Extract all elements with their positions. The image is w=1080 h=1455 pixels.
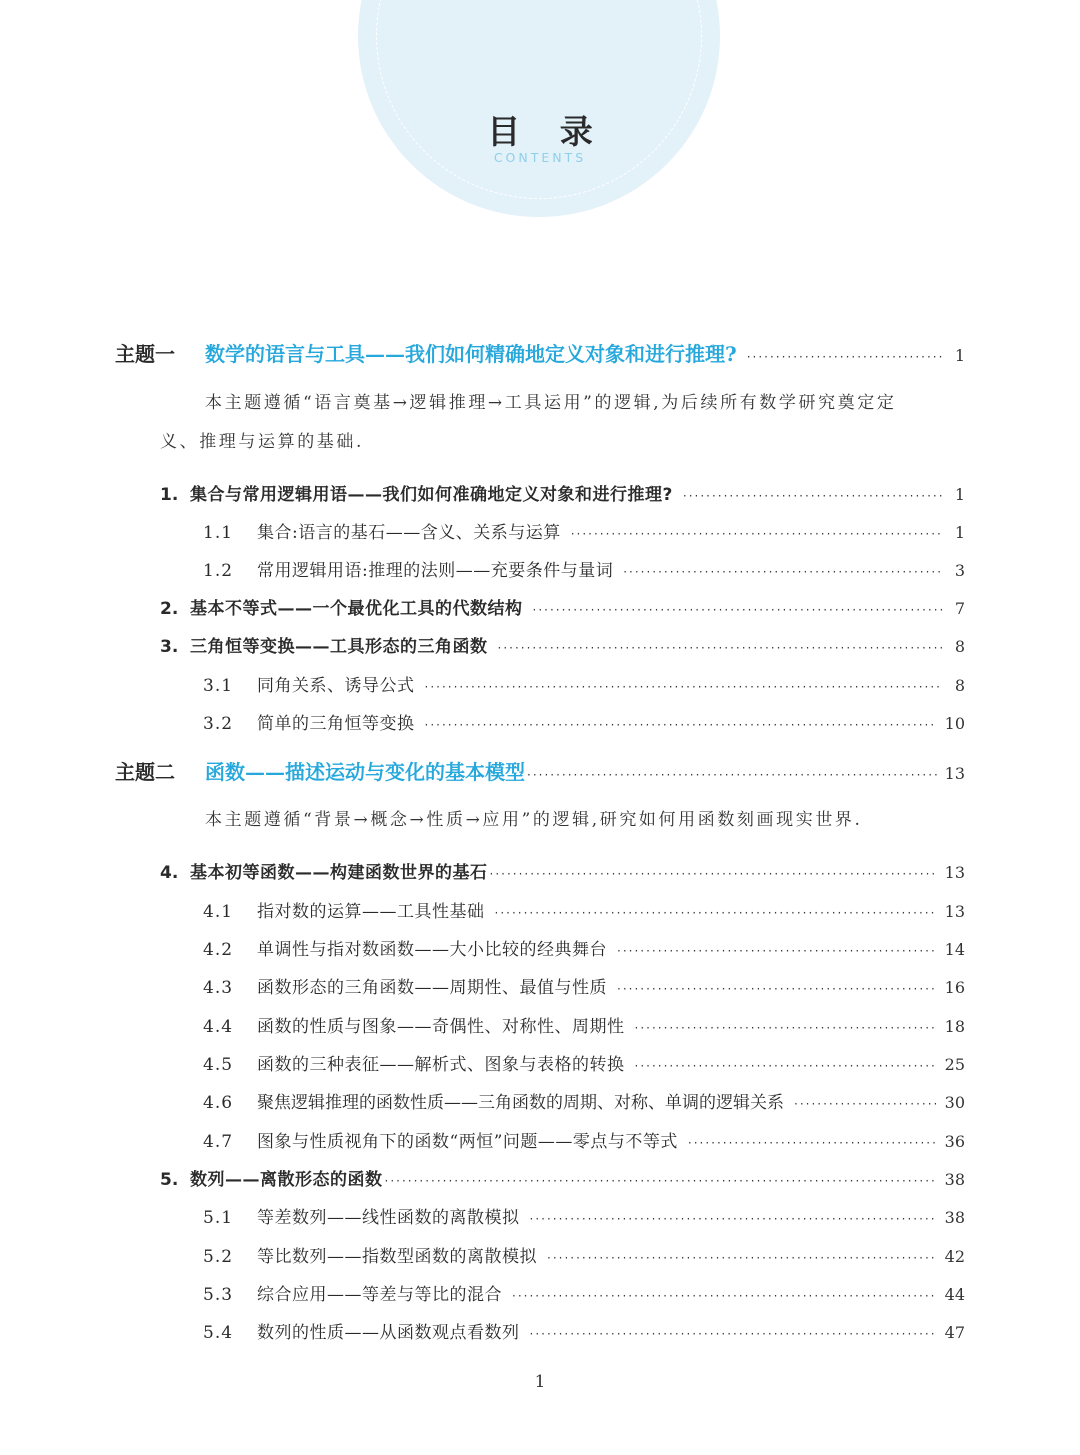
dot-leader <box>683 489 943 503</box>
section-title: 等比数列——指数型函数的离散模拟 <box>257 1247 537 1267</box>
section-number: 5.1 <box>203 1208 234 1228</box>
section-title: 函数形态的三角函数——周期性、最值与性质 <box>257 978 607 998</box>
page-subtitle: CONTENTS <box>493 150 587 165</box>
section-number: 1.2 <box>203 561 234 581</box>
toc-section-4-7[interactable] <box>203 1127 965 1152</box>
theme-title: 数学的语言与工具——我们如何精确地定义对象和进行推理? <box>205 342 737 366</box>
page-title: 目 录 <box>487 112 607 151</box>
dot-leader <box>688 1136 937 1150</box>
dot-leader <box>623 565 943 579</box>
section-title: 数列的性质——从函数观点看数列 <box>257 1323 520 1343</box>
toc-section-3-2[interactable] <box>203 709 965 734</box>
toc-chapter-1[interactable] <box>160 480 965 505</box>
chapter-number: 5. <box>160 1170 179 1190</box>
section-title: 指对数的运算——工具性基础 <box>257 902 485 922</box>
dot-leader <box>512 1289 937 1303</box>
chapter-title: 集合与常用逻辑用语——我们如何准确地定义对象和进行推理? <box>190 485 673 505</box>
toc-section-5-3[interactable] <box>203 1280 965 1305</box>
page-number: 16 <box>944 978 965 997</box>
toc-chapter-2[interactable] <box>160 594 965 619</box>
dot-leader <box>385 1174 937 1188</box>
page-number: 44 <box>944 1285 965 1304</box>
section-title: 图象与性质视角下的函数“两恒”问题——零点与不等式 <box>257 1132 678 1152</box>
page-number: 8 <box>954 637 965 656</box>
section-title: 简单的三角恒等变换 <box>257 714 415 734</box>
page-number: 38 <box>944 1208 965 1227</box>
chapter-title: 三角恒等变换——工具形态的三角函数 <box>190 637 488 657</box>
theme-intro-line: 本主题遵循“语言奠基→逻辑推理→工具运用”的逻辑,为后续所有数学研究奠定定 <box>205 393 897 413</box>
page-number: 1 <box>954 485 965 504</box>
section-number: 4.6 <box>203 1093 234 1113</box>
dot-leader <box>495 906 937 920</box>
dot-leader <box>747 350 943 364</box>
section-number: 3.1 <box>203 676 234 696</box>
section-number: 4.3 <box>203 978 234 998</box>
dot-leader <box>617 944 937 958</box>
dot-leader <box>635 1059 937 1073</box>
section-number: 4.1 <box>203 902 234 922</box>
dot-leader <box>498 641 944 655</box>
toc-section-5-2[interactable] <box>203 1242 965 1267</box>
page-number: 13 <box>944 902 965 921</box>
toc-section-1-2[interactable] <box>203 556 965 581</box>
dot-leader <box>527 768 937 782</box>
toc-section-4-2[interactable] <box>203 935 965 960</box>
page-number: 47 <box>944 1323 965 1342</box>
section-title: 同角关系、诱导公式 <box>257 676 415 696</box>
section-title: 函数的三种表征——解析式、图象与表格的转换 <box>257 1055 625 1075</box>
page-number: 38 <box>944 1170 965 1189</box>
section-number: 4.2 <box>203 940 234 960</box>
footer-page-number: 1 <box>534 1372 546 1392</box>
section-number: 4.7 <box>203 1132 234 1152</box>
page-number: 13 <box>944 863 965 882</box>
page-number: 1 <box>954 346 965 365</box>
toc-section-4-6[interactable] <box>203 1088 965 1113</box>
section-number: 5.4 <box>203 1323 234 1343</box>
toc-section-4-5[interactable] <box>203 1050 965 1075</box>
chapter-title: 基本初等函数——构建函数世界的基石 <box>190 863 488 883</box>
section-number: 4.5 <box>203 1055 234 1075</box>
toc-section-5-4[interactable] <box>203 1318 965 1343</box>
section-number: 5.3 <box>203 1285 234 1305</box>
section-number: 5.2 <box>203 1247 234 1267</box>
page-number: 3 <box>954 561 965 580</box>
toc-section-5-1[interactable] <box>203 1203 965 1228</box>
section-number: 3.2 <box>203 714 234 734</box>
dot-leader <box>794 1097 937 1111</box>
section-title: 集合:语言的基石——含义、关系与运算 <box>257 523 561 543</box>
chapter-number: 2. <box>160 599 179 619</box>
theme-intro-line: 义、推理与运算的基础. <box>160 432 365 452</box>
dot-leader <box>617 982 937 996</box>
page-number: 14 <box>944 940 965 959</box>
page-number: 30 <box>944 1093 965 1112</box>
page-number: 18 <box>944 1017 965 1036</box>
chapter-title: 数列——离散形态的函数 <box>190 1170 383 1190</box>
page-number: 1 <box>954 523 965 542</box>
theme-label: 主题一 <box>115 342 175 366</box>
toc-section-3-1[interactable] <box>203 671 965 696</box>
toc-theme-1[interactable] <box>115 338 965 367</box>
theme-intro-line: 本主题遵循“背景→概念→性质→应用”的逻辑,研究如何用函数刻画现实世界. <box>205 810 863 830</box>
page-number: 7 <box>954 599 965 618</box>
toc-section-1-1[interactable] <box>203 518 965 543</box>
dot-leader <box>530 1327 937 1341</box>
section-title: 聚焦逻辑推理的函数性质——三角函数的周期、对称、单调的逻辑关系 <box>257 1093 784 1113</box>
page-number: 13 <box>944 764 965 783</box>
dot-leader <box>425 718 937 732</box>
toc-section-4-1[interactable] <box>203 897 965 922</box>
chapter-title: 基本不等式——一个最优化工具的代数结构 <box>190 599 523 619</box>
theme-label: 主题二 <box>115 760 175 784</box>
chapter-number: 4. <box>160 863 179 883</box>
dot-leader <box>547 1251 937 1265</box>
page-number: 42 <box>944 1247 965 1266</box>
dot-leader <box>533 603 944 617</box>
dot-leader <box>571 527 943 541</box>
dot-leader <box>635 1021 937 1035</box>
page-number: 25 <box>944 1055 965 1074</box>
toc-section-4-3[interactable] <box>203 973 965 998</box>
section-number: 4.4 <box>203 1017 234 1037</box>
section-title: 单调性与指对数函数——大小比较的经典舞台 <box>257 940 607 960</box>
section-title: 等差数列——线性函数的离散模拟 <box>257 1208 520 1228</box>
dot-leader <box>425 680 944 694</box>
chapter-number: 3. <box>160 637 179 657</box>
toc-chapter-3[interactable] <box>160 632 965 657</box>
section-title: 函数的性质与图象——奇偶性、对称性、周期性 <box>257 1017 625 1037</box>
page-number: 10 <box>944 714 965 733</box>
toc-section-4-4[interactable] <box>203 1012 965 1037</box>
page-number: 36 <box>944 1132 965 1151</box>
toc-chapter-5[interactable] <box>160 1165 965 1190</box>
section-title: 综合应用——等差与等比的混合 <box>257 1285 502 1305</box>
dot-leader <box>490 867 937 881</box>
page-number: 8 <box>954 676 965 695</box>
section-title: 常用逻辑用语:推理的法则——充要条件与量词 <box>257 561 614 581</box>
section-number: 1.1 <box>203 523 234 543</box>
theme-title: 函数——描述运动与变化的基本模型 <box>205 760 525 784</box>
toc-chapter-4[interactable] <box>160 858 965 883</box>
chapter-number: 1. <box>160 485 179 505</box>
dot-leader <box>530 1212 937 1226</box>
toc-theme-2[interactable] <box>115 756 965 785</box>
